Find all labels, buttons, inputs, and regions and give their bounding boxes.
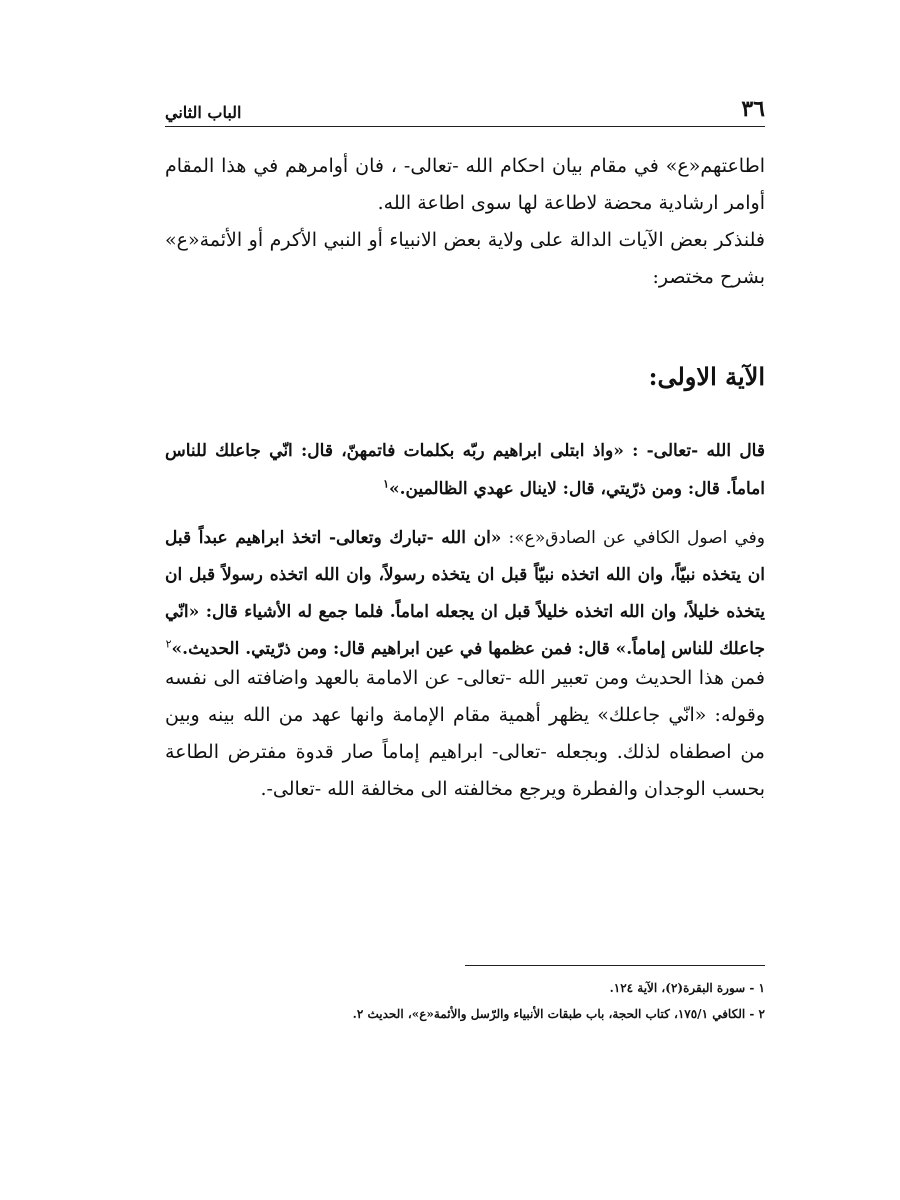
verse-text: قال الله -تعالى- : «واذ ابتلى ابراهيم ربّه بكلمات فاتمهنّ، قال: انّي جاعلك للناس اماماً. قال: ومن ذرّيتي، قال: لاينال عهدي الظالمين.» — [165, 441, 765, 499]
chapter-title: الباب الثاني — [165, 103, 242, 122]
footnote-ref-2: ٢ — [165, 637, 172, 651]
hadith-intro: وفي اصول الكافي عن الصادق«ع»: — [501, 528, 765, 548]
footnote-ref-1: ١ — [383, 477, 389, 491]
paragraph-verse — [165, 432, 765, 508]
footnote-1: ١ - سورة البقرة(٢)، الآية ١٢٤. — [609, 981, 765, 995]
footnotes — [165, 975, 765, 1027]
footnote-divider — [465, 965, 765, 966]
paragraph-1: اطاعتهم«ع» في مقام بيان احكام الله -تعالى- ، فان أوامرهم في هذا المقام أوامر ارشادية محضة لاطاعة لها سوى اطاعة الله. — [165, 155, 765, 214]
paragraph-commentary: فمن هذا الحديث ومن تعبير الله -تعالى- عن الامامة بالعهد واضافته الى نفسه وقوله: «انّي جاعلك» يظهر أهمية مقام الإمامة وانها عهد من الله بينه وبين من اصطفاه لذلك. وبجعله -تعالى- ابراهيم إماماً صار قدوة مفترض الطاعة بحسب الوجدان والفطرة ويرجع مخالفته الى مخالفة الله -تعالى-. — [165, 667, 765, 800]
page-number: ٣٦ — [741, 96, 765, 122]
footnote-2: ٢ - الكافي ١٧٥/١، كتاب الحجة، باب طبقات الأنبياء والرّسل والأئمة«ع»، الحديث ٢. — [352, 1007, 765, 1021]
page-header — [165, 88, 765, 127]
hadith-quote: «ان الله -تبارك وتعالى- اتخذ ابراهيم عبداً قبل ان يتخذه نبيّاً، وان الله اتخذه نبيّاً قبل ان يتخذه رسولاً، وان الله اتخذه رسولاً قبل ان يتخذه خليلاً، وان الله اتخذه خليلاً قبل ان يجعله اماماً. فلما جمع له الأشياء قال: «انّي جاعلك للناس إماماً.» قال: فمن عظمها في عين ابراهيم قال: ومن ذرّيتي. الحديث.» — [165, 528, 765, 659]
section-heading: الآية الاولى: — [648, 362, 765, 391]
paragraph-2: فلنذكر بعض الآيات الدالة على ولاية بعض الانبياء أو النبي الأكرم أو الأئمة«ع» بشرح مختصر: — [165, 229, 765, 288]
paragraph-hadith — [165, 520, 765, 668]
